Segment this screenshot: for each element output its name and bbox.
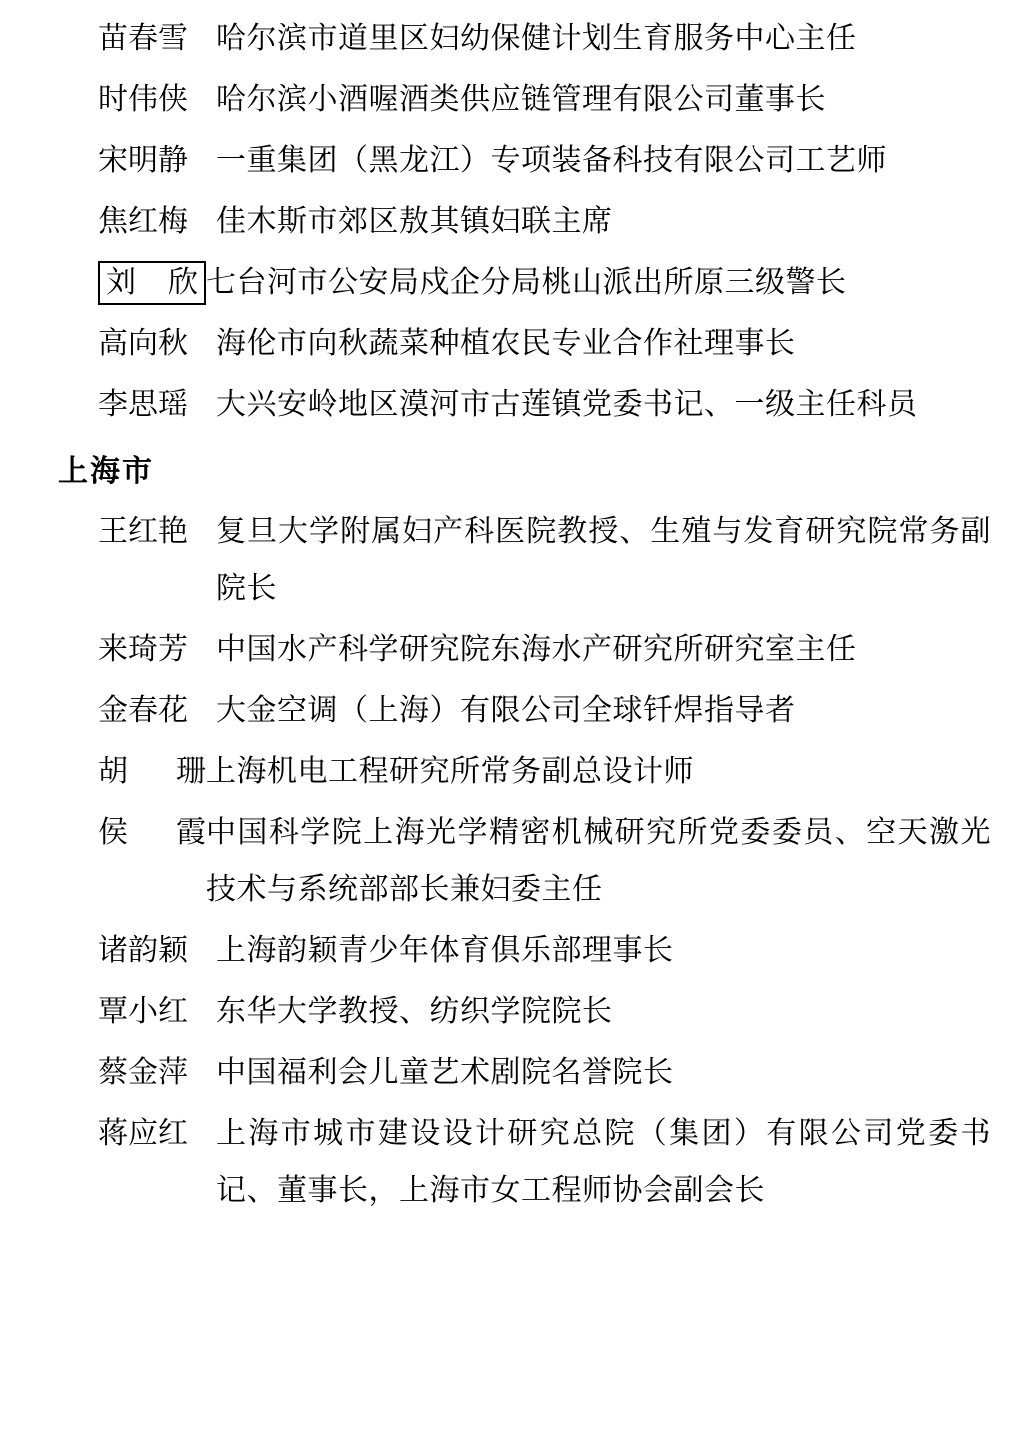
- person-title: 哈尔滨市道里区妇幼保健计划生育服务中心主任: [216, 21, 857, 56]
- person-name: 来琦芳: [98, 632, 188, 667]
- person-title: 东华大学教授、纺织学院院长: [216, 994, 613, 1029]
- list-item: [30, 1044, 995, 1101]
- list-item: [30, 10, 995, 67]
- person-name: 胡珊: [98, 754, 206, 789]
- person-name: 诸韵颖: [98, 933, 188, 968]
- person-title: 上海机电工程研究所常务副总设计师: [206, 754, 694, 789]
- person-name: 侯霞: [98, 815, 206, 850]
- person-title: 七台河市公安局戍企分局桃山派出所原三级警长: [206, 265, 847, 300]
- list-item: [30, 743, 995, 800]
- person-title: 大金空调（上海）有限公司全球钎焊指导者: [216, 693, 796, 728]
- person-title: 中国水产科学研究院东海水产研究所研究室主任: [216, 632, 857, 667]
- list-item: [30, 132, 995, 189]
- entry-list-section: [30, 503, 995, 1219]
- person-title: 大兴安岭地区漠河市古莲镇党委书记、一级主任科员: [216, 387, 918, 422]
- person-title: 中国福利会儿童艺术剧院名誉院长: [216, 1055, 674, 1090]
- list-item: [30, 804, 995, 918]
- person-name: 覃小红: [98, 994, 188, 1029]
- person-title: 哈尔滨小酒喔酒类供应链管理有限公司董事长: [216, 82, 826, 117]
- person-name: 高向秋: [98, 326, 188, 361]
- person-title: 一重集团（黑龙江）专项装备科技有限公司工艺师: [216, 143, 887, 178]
- person-name: 时伟侠: [98, 82, 188, 117]
- person-name: 宋明静: [98, 143, 188, 178]
- section-heading: 上海市: [58, 454, 154, 489]
- person-title: 佳木斯市郊区敖其镇妇联主席: [216, 204, 613, 239]
- list-item: [30, 1105, 995, 1219]
- entry-list-top: [30, 10, 995, 433]
- person-name: 蔡金萍: [98, 1055, 188, 1090]
- list-item: [30, 983, 995, 1040]
- list-item-highlighted: [30, 254, 995, 311]
- list-item: [30, 922, 995, 979]
- person-title: 中国科学院上海光学精密机械研究所党委委员、空天激光技术与系统部部长兼妇委主任: [206, 815, 991, 907]
- list-item: [30, 621, 995, 678]
- person-title: 复旦大学附属妇产科医院教授、生殖与发育研究院常务副院长: [216, 514, 991, 606]
- person-title: 海伦市向秋蔬菜种植农民专业合作社理事长: [216, 326, 796, 361]
- person-name: 苗春雪: [98, 21, 188, 56]
- person-name: 王红艳: [98, 514, 188, 549]
- person-name: 金春花: [98, 693, 188, 728]
- person-name: 李思瑶: [98, 387, 188, 422]
- list-item: [30, 503, 995, 617]
- person-name-boxed: 刘欣: [98, 261, 206, 305]
- person-title: 上海市城市建设设计研究总院（集团）有限公司党委书记、董事长，上海市女工程师协会副会长: [216, 1116, 991, 1208]
- list-item: [30, 71, 995, 128]
- list-item: [30, 682, 995, 739]
- person-name: 焦红梅: [98, 204, 188, 239]
- person-name: 蒋应红: [98, 1116, 188, 1151]
- list-item: [30, 376, 995, 433]
- list-item: [30, 193, 995, 250]
- person-title: 上海韵颖青少年体育俱乐部理事长: [216, 933, 674, 968]
- list-item: [30, 315, 995, 372]
